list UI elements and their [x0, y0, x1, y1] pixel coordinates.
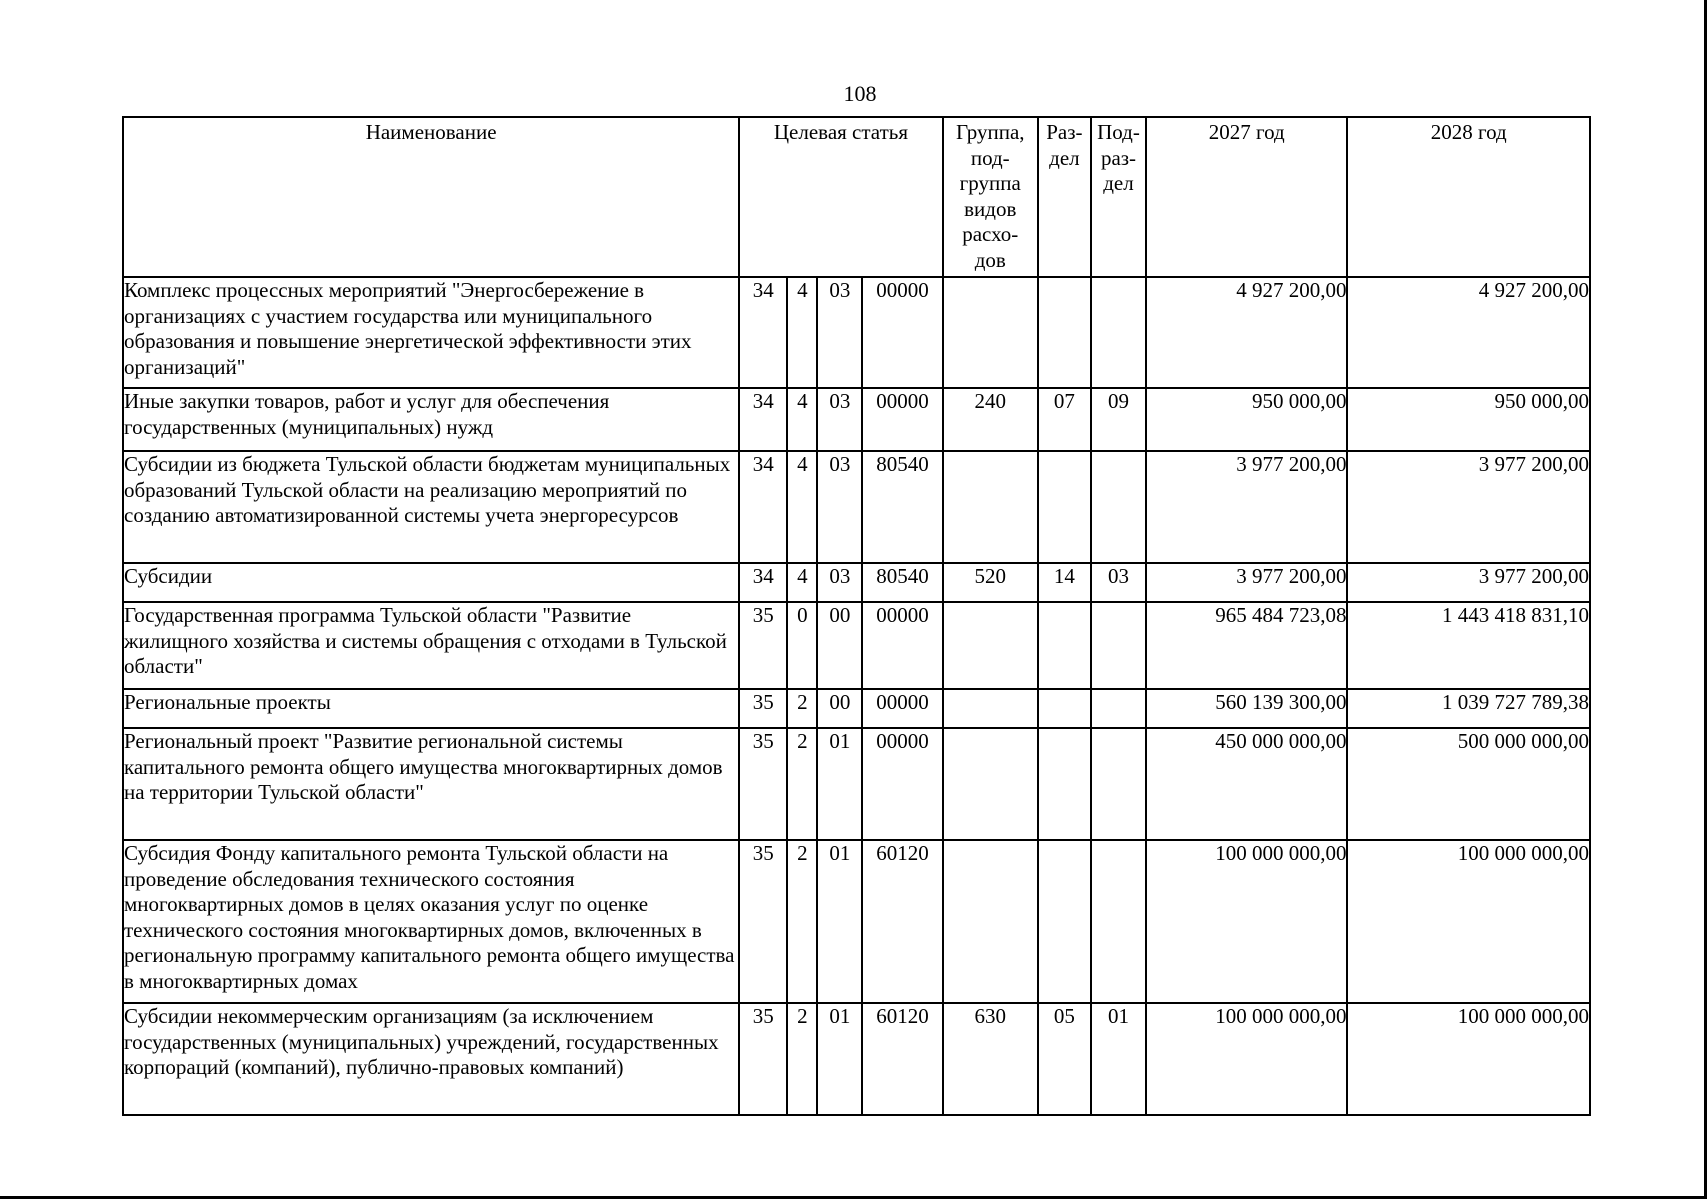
cell-subsection: 01 [1091, 1003, 1146, 1115]
cell-subsection [1091, 277, 1146, 388]
code-program: 34 [739, 388, 787, 451]
cell-section [1038, 728, 1091, 840]
code-type: 4 [787, 277, 817, 388]
cell-group [943, 689, 1038, 728]
code-program: 34 [739, 451, 787, 563]
amount-2028: 100 000 000,00 [1347, 840, 1590, 1003]
code-direction: 00000 [862, 602, 942, 689]
header-subsection [1091, 117, 1146, 277]
header-group [943, 117, 1038, 277]
row-name: Субсидия Фонду капитального ремонта Тульской области на проведение обследования технического состояния многоквартирных домов в целях оказания услуг по оценке технического состояния многоквартирных домов, включенных в региональную программу капитального ремонта общего имущества в многоквартирных домах [123, 840, 739, 1003]
header-group-line: под- [970, 145, 1010, 170]
amount-2027: 3 977 200,00 [1146, 451, 1347, 563]
header-year-2028: 2028 год [1347, 117, 1590, 277]
cell-section [1038, 602, 1091, 689]
code-subprogram: 00 [817, 689, 862, 728]
cell-subsection [1091, 689, 1146, 728]
amount-2028: 100 000 000,00 [1347, 1003, 1590, 1115]
amount-2027: 4 927 200,00 [1146, 277, 1347, 388]
header-group-line: дов [974, 247, 1006, 272]
header-subsection-line: дел [1103, 171, 1134, 195]
code-subprogram: 03 [817, 563, 862, 602]
amount-2027: 950 000,00 [1146, 388, 1347, 451]
cell-section: 07 [1038, 388, 1091, 451]
cell-section [1038, 451, 1091, 563]
amount-2028: 4 927 200,00 [1347, 277, 1590, 388]
amount-2028: 3 977 200,00 [1347, 563, 1590, 602]
amount-2028: 1 039 727 789,38 [1347, 689, 1590, 728]
amount-2027: 965 484 723,08 [1146, 602, 1347, 689]
header-subsection-line: раз- [1100, 145, 1137, 170]
code-direction: 00000 [862, 388, 942, 451]
code-type: 2 [787, 728, 817, 840]
code-direction: 00000 [862, 277, 942, 388]
amount-2027: 100 000 000,00 [1146, 840, 1347, 1003]
code-subprogram: 03 [817, 388, 862, 451]
cell-group [943, 277, 1038, 388]
code-subprogram: 01 [817, 728, 862, 840]
header-group-line: расхо- [962, 222, 1019, 246]
header-subsection-line: Под- [1097, 120, 1140, 144]
amount-2027: 3 977 200,00 [1146, 563, 1347, 602]
code-direction: 60120 [862, 1003, 942, 1115]
cell-subsection [1091, 728, 1146, 840]
header-group-line: группа [959, 171, 1021, 195]
row-name: Государственная программа Тульской области "Развитие жилищного хозяйства и системы обращения с отходами в Тульской области" [123, 602, 739, 689]
cell-subsection [1091, 451, 1146, 563]
row-name: Иные закупки товаров, работ и услуг для обеспечения государственных (муниципальных) нужд [123, 388, 739, 451]
cell-section: 05 [1038, 1003, 1091, 1115]
row-name: Комплекс процессных мероприятий "Энергосбережение в организациях с участием государства или муниципального образования и повышение энергетической эффективности этих организаций" [123, 277, 739, 388]
code-program: 35 [739, 840, 787, 1003]
cell-group: 520 [943, 563, 1038, 602]
cell-group [943, 602, 1038, 689]
header-section-line: Раз- [1046, 120, 1083, 144]
table-row [123, 728, 1590, 840]
amount-2028: 3 977 200,00 [1347, 451, 1590, 563]
header-group-line: видов [964, 196, 1017, 221]
header-target-article: Целевая статья [739, 117, 942, 277]
cell-subsection [1091, 602, 1146, 689]
header-section [1038, 117, 1091, 277]
page-number: 108 [843, 81, 877, 106]
code-direction: 80540 [862, 451, 942, 563]
cell-group [943, 728, 1038, 840]
table-row [123, 563, 1590, 602]
code-program: 35 [739, 728, 787, 840]
code-direction: 00000 [862, 728, 942, 840]
header-section-line: дел [1049, 145, 1080, 170]
amount-2028: 1 443 418 831,10 [1347, 602, 1590, 689]
code-type: 2 [787, 840, 817, 1003]
amount-2027: 560 139 300,00 [1146, 689, 1347, 728]
code-program: 34 [739, 563, 787, 602]
table-row [123, 388, 1590, 451]
row-name: Субсидии из бюджета Тульской области бюджетам муниципальных образований Тульской области на реализацию мероприятий по созданию автоматизированной системы учета энергоресурсов [123, 451, 739, 563]
code-type: 2 [787, 689, 817, 728]
code-program: 35 [739, 602, 787, 689]
row-name: Субсидии [123, 563, 739, 602]
code-subprogram: 03 [817, 451, 862, 563]
table-row [123, 689, 1590, 728]
code-subprogram: 03 [817, 277, 862, 388]
cell-section [1038, 689, 1091, 728]
header-name: Наименование [123, 117, 739, 277]
header-year-2027: 2027 год [1146, 117, 1347, 277]
code-type: 0 [787, 602, 817, 689]
budget-table [122, 116, 1591, 1116]
code-program: 35 [739, 1003, 787, 1115]
code-direction: 60120 [862, 840, 942, 1003]
code-type: 4 [787, 388, 817, 451]
code-subprogram: 01 [817, 840, 862, 1003]
code-program: 35 [739, 689, 787, 728]
amount-2028: 950 000,00 [1347, 388, 1590, 451]
row-name: Региональный проект "Развитие региональной системы капитального ремонта общего имущества многоквартирных домов на территории Тульской области" [123, 728, 739, 840]
cell-group: 630 [943, 1003, 1038, 1115]
cell-section [1038, 840, 1091, 1003]
row-name: Региональные проекты [123, 689, 739, 728]
code-type: 4 [787, 563, 817, 602]
code-type: 4 [787, 451, 817, 563]
code-subprogram: 00 [817, 602, 862, 689]
header-group-line: Группа, [955, 120, 1025, 144]
cell-group [943, 840, 1038, 1003]
amount-2027: 450 000 000,00 [1146, 728, 1347, 840]
amount-2027: 100 000 000,00 [1146, 1003, 1347, 1115]
table-row [123, 1003, 1590, 1115]
code-type: 2 [787, 1003, 817, 1115]
code-program: 34 [739, 277, 787, 388]
table-header-row [123, 117, 1590, 277]
table-row [123, 277, 1590, 388]
cell-subsection: 03 [1091, 563, 1146, 602]
cell-subsection [1091, 840, 1146, 1003]
amount-2028: 500 000 000,00 [1347, 728, 1590, 840]
cell-group: 240 [943, 388, 1038, 451]
cell-subsection: 09 [1091, 388, 1146, 451]
code-subprogram: 01 [817, 1003, 862, 1115]
cell-group [943, 451, 1038, 563]
cell-section: 14 [1038, 563, 1091, 602]
code-direction: 80540 [862, 563, 942, 602]
cell-section [1038, 277, 1091, 388]
code-direction: 00000 [862, 689, 942, 728]
table-row [123, 451, 1590, 563]
row-name: Субсидии некоммерческим организациям (за исключением государственных (муниципальных) учреждений, государственных корпораций (компаний), публично-правовых компаний) [123, 1003, 739, 1115]
table-row [123, 602, 1590, 689]
table-row [123, 840, 1590, 1003]
